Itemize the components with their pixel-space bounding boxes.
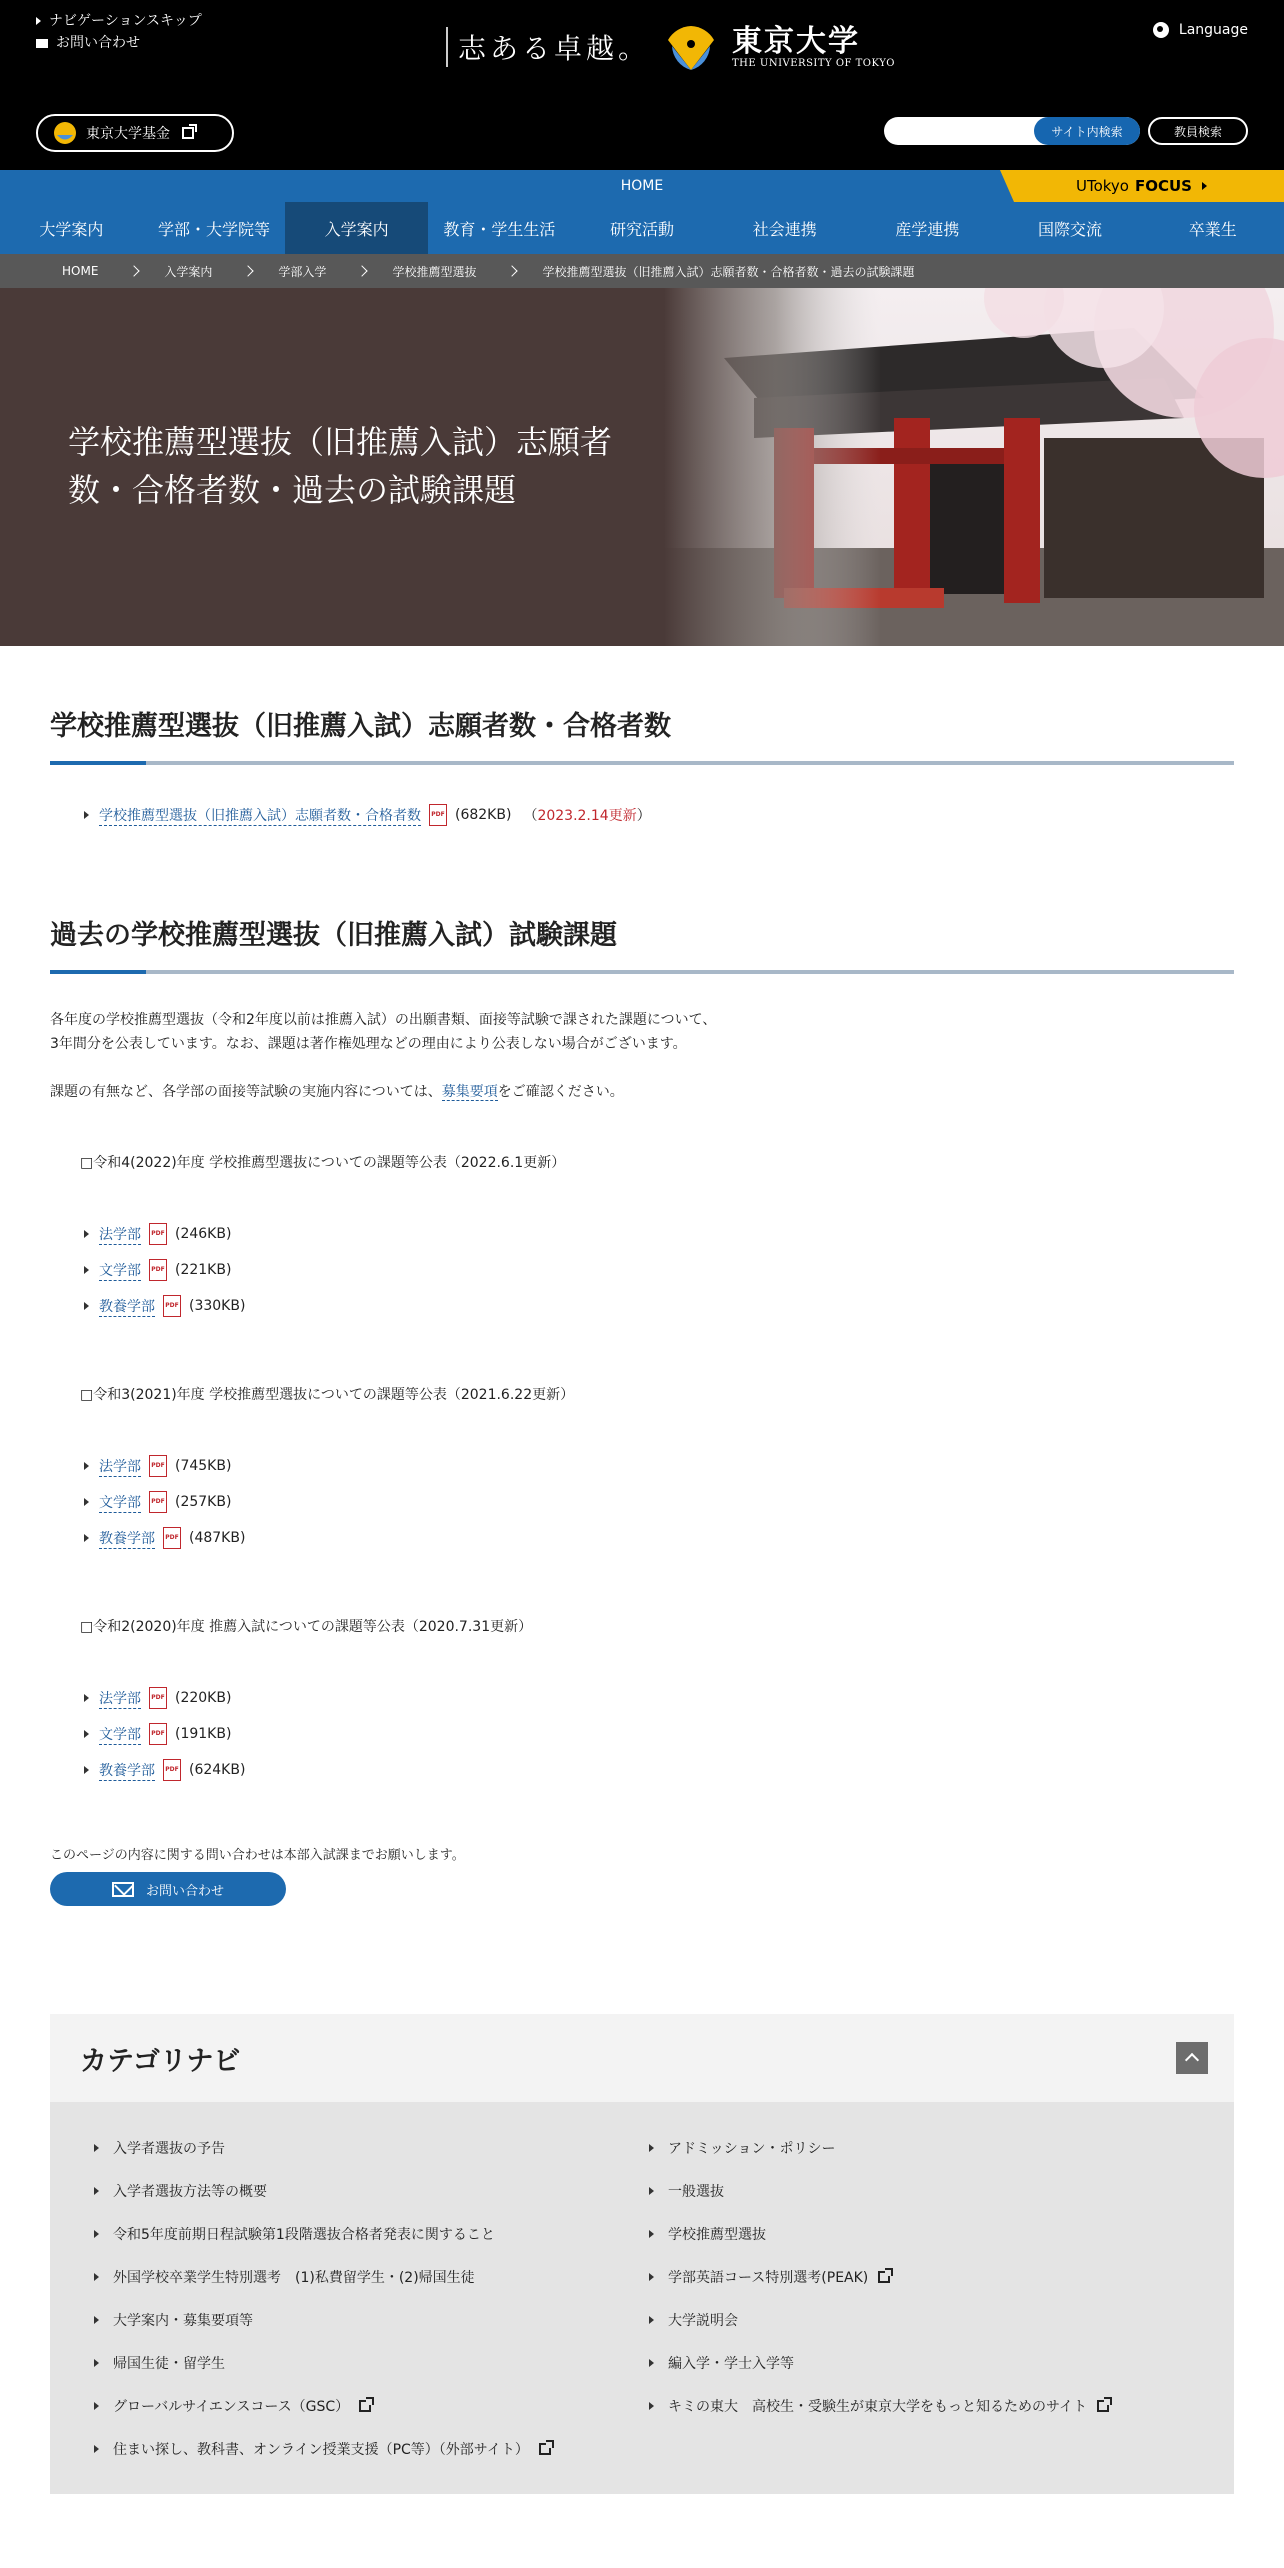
caret-right-icon <box>649 2230 654 2238</box>
external-link-icon <box>539 2443 551 2455</box>
home-link[interactable]: HOME <box>620 178 664 194</box>
chevron-right-icon <box>357 265 368 276</box>
caret-right-icon <box>36 17 41 25</box>
category-nav-header <box>50 2014 1234 2102</box>
pdf-icon: PDF <box>163 1759 181 1781</box>
university-name: 東京大学 THE UNIVERSITY OF TOKYO <box>732 23 895 69</box>
intro-paragraph: 各年度の学校推薦型選抜（令和2年度以前は推薦入試）の出願書類、面接等試験で課された課題について、 3年間分を公表しています。なお、課題は著作権処理などの理由により公表しない場合がございます。 <box>50 1012 717 1052</box>
gnav-item[interactable]: 大学案内 <box>39 219 104 239</box>
caret-right-icon <box>94 2230 99 2238</box>
hero-banner <box>0 288 1284 646</box>
category-nav-item[interactable]: 大学説明会 <box>649 2298 1234 2341</box>
collapse-button[interactable] <box>1176 2042 1208 2074</box>
chevron-right-icon <box>129 265 140 276</box>
file-size: (220KB) <box>175 1690 232 1706</box>
caret-right-icon <box>94 2187 99 2195</box>
breadcrumb-item[interactable]: 学校推薦型選抜 <box>392 264 477 279</box>
year-file-list <box>50 1680 1234 1788</box>
gnav-item[interactable]: 国際交流 <box>1038 219 1103 239</box>
file-size: (191KB) <box>175 1726 232 1742</box>
gnav-item[interactable]: 産学連携 <box>895 219 960 239</box>
breadcrumb-item[interactable]: 入学案内 <box>164 264 213 279</box>
pdf-icon: PDF <box>149 1223 167 1245</box>
breadcrumb-current: 学校推薦型選抜（旧推薦入試）志願者数・合格者数・過去の試験課題 <box>542 264 915 279</box>
category-nav-item[interactable]: 学校推薦型選抜 <box>649 2212 1234 2255</box>
category-nav-item[interactable]: アドミッション・ポリシー <box>649 2126 1234 2169</box>
pdf-icon: PDF <box>163 1527 181 1549</box>
caret-right-icon <box>84 1302 89 1310</box>
ginkgo-emblem-icon <box>664 20 718 74</box>
category-nav-item[interactable]: キミの東大 高校生・受験生が東京大学をもっと知るためのサイト <box>649 2384 1234 2427</box>
caret-right-icon <box>84 811 89 819</box>
gnav-item[interactable]: 社会連携 <box>752 219 817 239</box>
category-nav-list <box>50 2102 1234 2494</box>
applicants-links <box>50 797 1234 833</box>
university-logo[interactable] <box>446 20 895 74</box>
category-nav-item[interactable]: 大学案内・募集要項等 <box>94 2298 649 2341</box>
skip-nav-link[interactable]: ナビゲーションスキップ <box>36 10 202 32</box>
update-paren-open: （ <box>523 808 538 824</box>
category-nav-item[interactable]: 学部英語コース特別選考(PEAK) <box>649 2255 1234 2298</box>
caret-right-icon <box>84 1498 89 1506</box>
category-nav-item[interactable]: グローバルサイエンスコース（GSC） <box>94 2384 649 2427</box>
list-item <box>50 1484 1234 1520</box>
category-nav-title: カテゴリナビ <box>80 2045 241 2077</box>
update-date: 2023.2.14更新 <box>537 808 637 824</box>
caret-right-icon <box>649 2273 654 2281</box>
breadcrumb-item[interactable]: 学部入学 <box>278 264 327 279</box>
file-size: (624KB) <box>189 1762 246 1778</box>
fund-emblem-icon <box>54 122 76 144</box>
file-size: (257KB) <box>175 1494 232 1510</box>
caret-right-icon <box>94 2402 99 2410</box>
list-item <box>50 1520 1234 1556</box>
category-nav <box>50 2014 1234 2494</box>
category-nav-item[interactable]: 帰国生徒・留学生 <box>94 2341 649 2384</box>
caret-right-icon <box>94 2359 99 2367</box>
list-item <box>50 797 1234 833</box>
file-size: (246KB) <box>175 1226 232 1242</box>
guideline-paragraph: 課題の有無など、各学部の面接等試験の実施内容については、募集要項をご確認ください。 <box>50 1084 624 1100</box>
year-heading: □令和4(2022)年度 学校推薦型選抜についての課題等公表（2022.6.1更新） <box>80 1155 566 1171</box>
chevron-right-icon <box>507 265 518 276</box>
year-file-list <box>50 1448 1234 1556</box>
file-size: (221KB) <box>175 1262 232 1278</box>
pdf-icon: PDF <box>429 804 447 826</box>
site-search-button[interactable]: サイト内検索 <box>1034 117 1140 145</box>
file-size: (330KB) <box>189 1298 246 1314</box>
pdf-link[interactable]: 文学部 <box>99 1492 141 1513</box>
section-heading: 学校推薦型選抜（旧推薦入試）志願者数・合格者数 <box>50 646 1234 765</box>
caret-right-icon <box>649 2144 654 2152</box>
mail-icon <box>36 39 48 48</box>
list-item <box>50 1448 1234 1484</box>
main-content <box>0 646 1284 1906</box>
category-nav-item[interactable]: 令和5年度前期日程試験第1段階選抜合格者発表に関すること <box>94 2212 649 2255</box>
pdf-link[interactable]: 教養学部 <box>99 1760 155 1781</box>
pdf-icon: PDF <box>149 1455 167 1477</box>
caret-right-icon <box>94 2144 99 2152</box>
category-nav-item[interactable]: 編入学・学士入学等 <box>649 2341 1234 2384</box>
mail-icon <box>112 1882 134 1897</box>
pdf-link[interactable]: 教養学部 <box>99 1296 155 1317</box>
caret-right-icon <box>649 2316 654 2324</box>
contact-button[interactable]: お問い合わせ <box>50 1872 286 1906</box>
external-link-icon <box>182 127 194 139</box>
external-link-icon <box>878 2271 890 2283</box>
caret-right-icon <box>84 1730 89 1738</box>
fund-button[interactable]: 東京大学基金 <box>36 114 234 152</box>
chevron-right-icon <box>243 265 254 276</box>
file-size: (487KB) <box>189 1530 246 1546</box>
year-heading: □令和3(2021)年度 学校推薦型選抜についての課題等公表（2021.6.22更新） <box>80 1387 575 1403</box>
language-switch[interactable]: Language <box>1153 22 1248 38</box>
list-item <box>50 1680 1234 1716</box>
gnav-item[interactable]: 教育・学生生活 <box>443 219 556 239</box>
contact-link[interactable]: お問い合わせ <box>36 32 202 54</box>
pdf-icon: PDF <box>149 1259 167 1281</box>
category-nav-item[interactable]: 外国学校卒業学生特別選考 (1)私費留学生・(2)帰国生徒 <box>94 2255 649 2298</box>
utokyo-focus-link[interactable]: UTokyo FOCUS <box>1014 170 1284 202</box>
file-size: (745KB) <box>175 1458 232 1474</box>
pdf-icon: PDF <box>163 1295 181 1317</box>
caret-right-icon <box>84 1462 89 1470</box>
section-heading: 過去の学校推薦型選抜（旧推薦入試）試験課題 <box>50 833 1234 974</box>
update-paren-close: ） <box>636 808 651 824</box>
pdf-link[interactable]: 法学部 <box>99 1688 141 1709</box>
globe-icon <box>1153 22 1169 38</box>
contact-note: このページの内容に関する問い合わせは本部入試課までお願いします。 <box>50 1848 465 1863</box>
caret-right-icon <box>94 2273 99 2281</box>
skip-links <box>36 10 202 54</box>
home-bar <box>0 170 1284 202</box>
gnav-item-active[interactable]: 入学案内 <box>285 202 428 254</box>
caret-right-icon <box>1202 182 1207 190</box>
category-nav-item[interactable]: 一般選抜 <box>649 2169 1234 2212</box>
gnav-item[interactable]: 学部・大学院等 <box>158 219 271 239</box>
page-title: 学校推薦型選抜（旧推薦入試）志願者数・合格者数・過去の試験課題 <box>68 423 613 509</box>
pdf-link[interactable]: 法学部 <box>99 1456 141 1477</box>
list-item <box>50 1216 1234 1252</box>
gnav-item[interactable]: 研究活動 <box>610 219 675 239</box>
red-gate-photo <box>664 288 1284 646</box>
caret-right-icon <box>94 2445 99 2453</box>
breadcrumb-item[interactable]: HOME <box>62 264 99 278</box>
pdf-link[interactable]: 法学部 <box>99 1224 141 1245</box>
category-nav-item[interactable]: 入学者選抜の予告 <box>94 2126 649 2169</box>
applicants-pdf-link[interactable]: 学校推薦型選抜（旧推薦入試）志願者数・合格者数 <box>99 805 421 826</box>
caret-right-icon <box>84 1230 89 1238</box>
pdf-link[interactable]: 教養学部 <box>99 1528 155 1549</box>
pdf-icon: PDF <box>149 1687 167 1709</box>
guideline-link[interactable]: 募集要項 <box>441 1084 498 1100</box>
faculty-search-button[interactable]: 教員検索 <box>1148 117 1248 145</box>
pdf-icon: PDF <box>149 1491 167 1513</box>
top-header <box>0 0 1284 170</box>
pdf-link[interactable]: 文学部 <box>99 1260 141 1281</box>
file-size: (682KB) <box>455 807 512 823</box>
list-item <box>50 1716 1234 1752</box>
external-link-icon <box>1097 2400 1109 2412</box>
year-heading: □令和2(2020)年度 推薦入試についての課題等公表（2020.7.31更新） <box>80 1619 533 1635</box>
list-item <box>50 1252 1234 1288</box>
caret-right-icon <box>649 2402 654 2410</box>
breadcrumb <box>0 254 1284 288</box>
year-file-list <box>50 1216 1234 1324</box>
gnav-item[interactable]: 卒業生 <box>1188 219 1237 239</box>
list-item <box>50 1288 1234 1324</box>
caret-right-icon <box>84 1266 89 1274</box>
caret-right-icon <box>84 1694 89 1702</box>
motto: 志ある卓越。 <box>446 27 650 67</box>
category-nav-item[interactable]: 入学者選抜方法等の概要 <box>94 2169 649 2212</box>
caret-right-icon <box>649 2187 654 2195</box>
global-nav <box>0 202 1284 254</box>
caret-right-icon <box>84 1534 89 1542</box>
caret-right-icon <box>649 2359 654 2367</box>
category-nav-item[interactable]: 住まい探し、教科書、オンライン授業支援（PC等）（外部サイト） <box>94 2427 649 2470</box>
caret-right-icon <box>84 1766 89 1774</box>
list-item <box>50 1752 1234 1788</box>
pdf-link[interactable]: 文学部 <box>99 1724 141 1745</box>
external-link-icon <box>359 2400 371 2412</box>
pdf-icon: PDF <box>149 1723 167 1745</box>
caret-right-icon <box>94 2316 99 2324</box>
